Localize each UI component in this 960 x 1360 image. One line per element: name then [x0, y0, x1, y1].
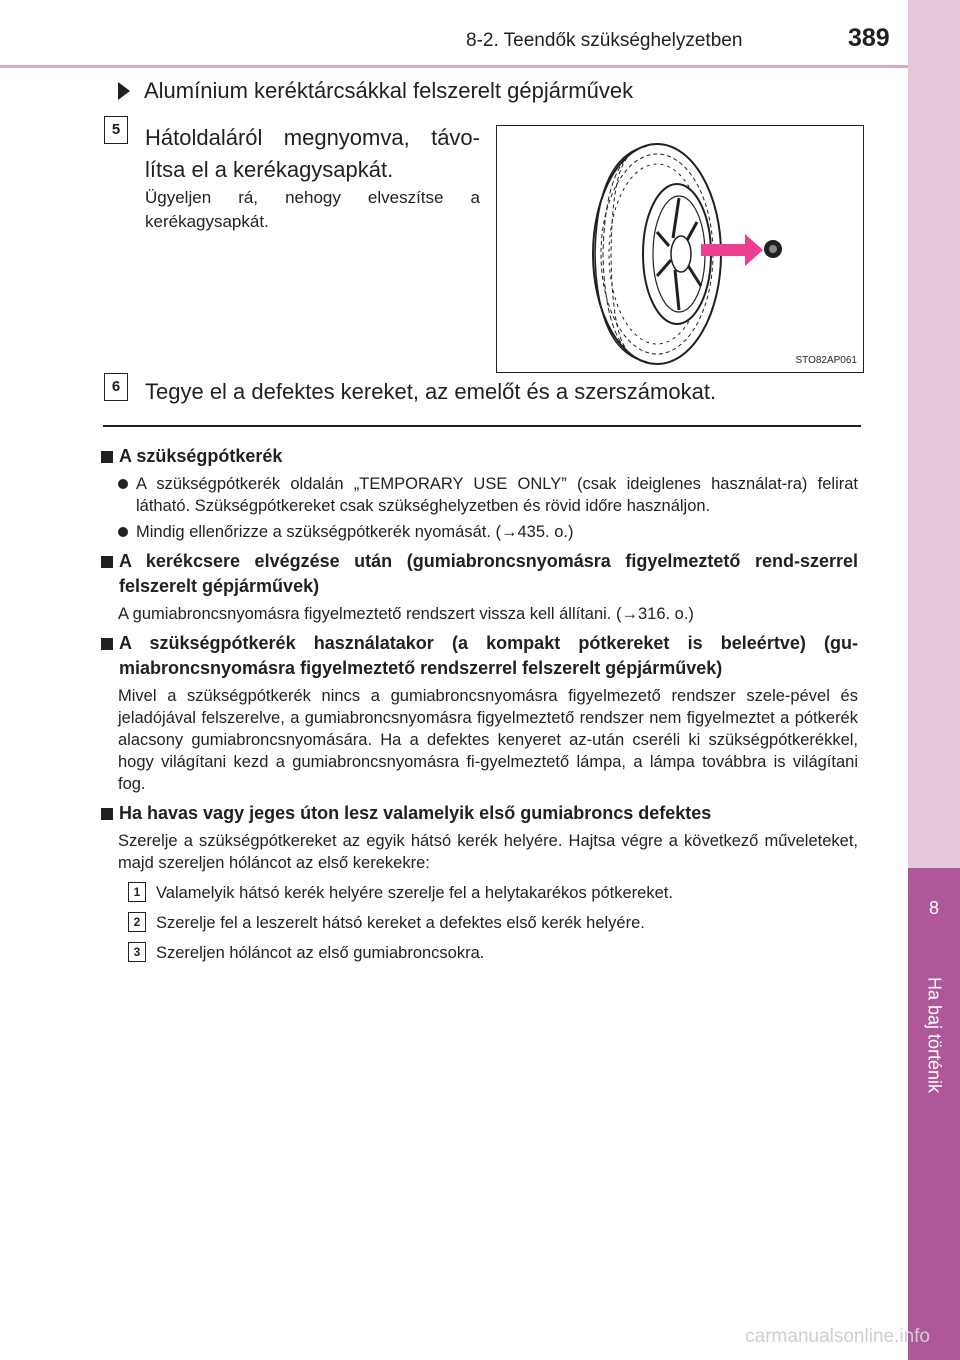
note-heading	[100, 549, 858, 599]
step-6-text: Tegye el a defektes kereket, az emelőt és a szerszámokat.	[145, 379, 717, 404]
note-heading-text: A szükségpótkerék	[119, 446, 283, 466]
hubcap-icon	[764, 240, 782, 258]
side-tab-active[interactable]	[908, 868, 960, 1360]
item-number: 3	[128, 942, 146, 962]
step-5-text: Hátoldaláról megnyomva, távo-lítsa el a kerékagysapkát.	[145, 125, 480, 182]
step-number-6: 6	[104, 373, 128, 401]
square-bullet-icon	[101, 808, 113, 820]
note-heading-text: Ha havas vagy jeges úton lesz valamelyik első gumiabroncs defektes	[119, 803, 712, 823]
note-heading	[100, 801, 858, 826]
numbered-item	[128, 942, 858, 964]
wheel-hubcap-illustration	[497, 126, 863, 372]
note-text: Szerelje a szükségpótkereket az egyik hátsó kerék helyére. Hajtsa végre a következő műveleteket, majd szereljen hóláncot az első kerekekre:	[118, 832, 858, 872]
notes-section	[100, 438, 858, 964]
side-tab-number: 8	[928, 898, 939, 918]
item-text: Szerelje fel a leszerelt hátsó kereket a defektes első kerék helyére.	[156, 914, 645, 932]
note-text: Mivel a szükségpótkerék nincs a gumiabroncsnyomásra figyelmezető rendszer szele-pével és jeladójával felszerelve, a gumiabroncsnyomásra figyelmeztető rendszer nem figyelmeztet a pótkerék alacsony gumiabroncsnyomására. Ha a defektes kenyeret az-után cseréli ki szükségpótkerékkel, hogy világítani kezd a gumiabroncsnyomásra fi-gyelmeztető lámpa, a lámpa továbbra is világítani fog.	[118, 687, 858, 793]
note-heading-text: A szükségpótkerék használatakor (a kompakt pótkereket is beleértve) (gu-miabroncsnyomásra figyelmeztető rendszerrel felszerelt gépjárművek)	[119, 633, 858, 678]
step-5-note: Ügyeljen rá, nehogy elveszítse a kerékagysapkát.	[145, 188, 480, 231]
numbered-item	[128, 882, 858, 904]
side-tab-background	[908, 0, 960, 868]
figure-code: STO82AP061	[795, 355, 857, 366]
bullet-item	[118, 473, 858, 517]
wheel-figure	[496, 125, 864, 373]
footer-watermark: carmanualsonline.info	[745, 1326, 930, 1347]
square-bullet-icon	[101, 556, 113, 568]
section-divider	[103, 425, 861, 427]
note-heading	[100, 444, 858, 469]
bullet-item	[118, 521, 858, 543]
section-heading	[118, 78, 633, 104]
side-tab-label: Ha baj történik	[924, 976, 945, 1094]
circle-bullet-icon	[118, 479, 128, 489]
item-text: Valamelyik hátsó kerék helyére szerelje fel a helytakarékos pótkereket.	[156, 884, 673, 902]
page-number: 389	[848, 24, 890, 52]
rim-icon	[643, 184, 711, 324]
numbered-item	[128, 912, 858, 934]
item-number: 2	[128, 912, 146, 932]
header-title: 8-2. Teendők szükséghelyzetben	[466, 30, 743, 51]
section-heading-text: Alumínium keréktárcsákkal felszerelt gépjárművek	[144, 78, 634, 103]
note-heading-text: A kerékcsere elvégzése után (gumiabroncsnyomásra figyelmeztető rend-szerrel felszerelt gépjárművek)	[119, 551, 858, 596]
item-text: Szereljen hóláncot az első gumiabroncsokra.	[156, 944, 485, 962]
triangle-bullet-icon	[118, 82, 130, 100]
square-bullet-icon	[101, 638, 113, 650]
step-number-5: 5	[104, 116, 128, 144]
circle-bullet-icon	[118, 527, 128, 537]
note-heading	[100, 631, 858, 681]
header-rule	[0, 65, 908, 68]
bullet-text: A szükségpótkerék oldalán „TEMPORARY USE ONLY” (csak ideiglenes használat-ra) felirat látható. Szükségpótkereket csak szükséghelyzetben és rövid időre használjon.	[136, 475, 858, 515]
square-bullet-icon	[101, 451, 113, 463]
item-number: 1	[128, 882, 146, 902]
note-text: A gumiabroncsnyomásra figyelmeztető rendszert vissza kell állítani. (→316. o.)	[118, 605, 694, 623]
bullet-text: Mindig ellenőrizze a szükségpótkerék nyomását. (→435. o.)	[136, 523, 574, 541]
